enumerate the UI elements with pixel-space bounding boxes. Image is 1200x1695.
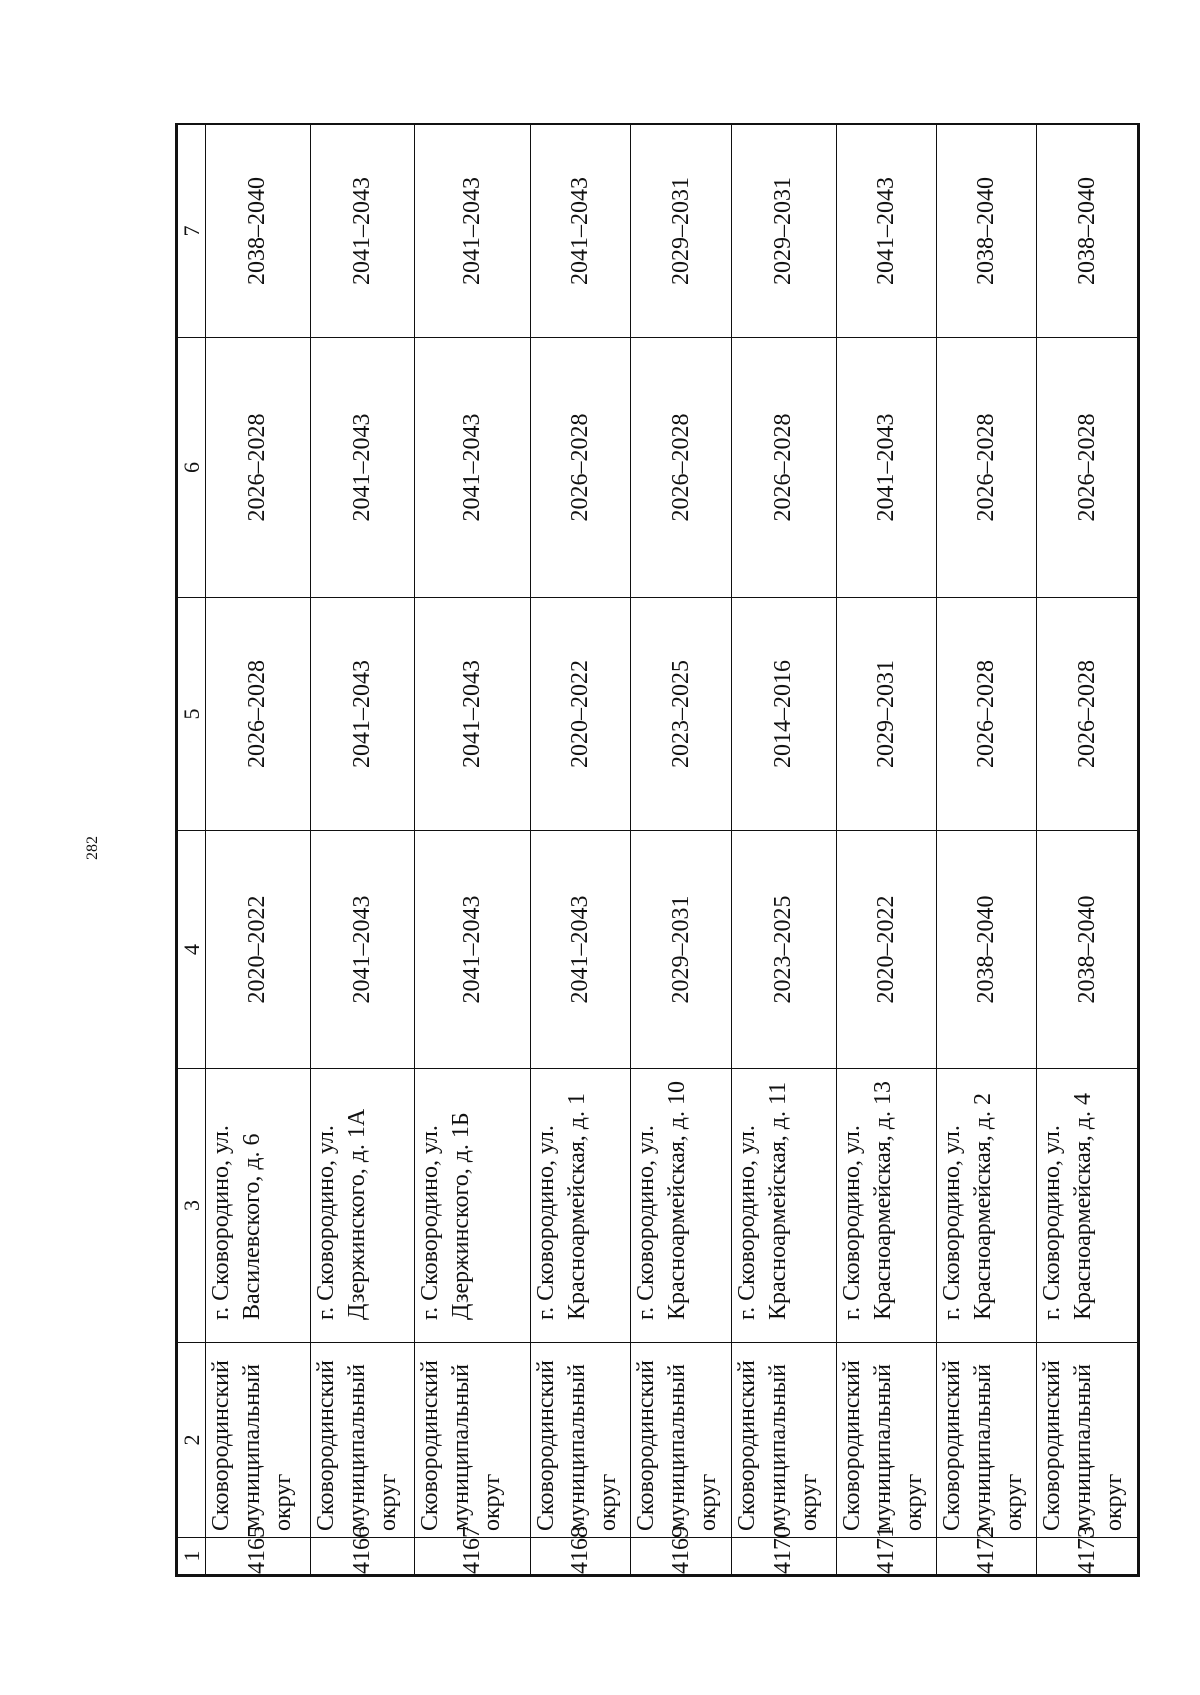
period-4-cell: 2038–2040: [936, 831, 1036, 1069]
period-5-cell: 2020–2022: [530, 598, 630, 831]
period-4-cell: 2023–2025: [731, 831, 836, 1069]
period-7-cell: 2038–2040: [936, 125, 1036, 338]
period-4-cell: 2020–2022: [206, 831, 311, 1069]
table-row: [415, 125, 530, 1575]
district-cell: Сковородинский муниципальный округ: [206, 1343, 311, 1538]
table-row: [530, 125, 630, 1575]
period-6-cell: 2026–2028: [1037, 338, 1138, 598]
row-number-cell: 4169: [631, 1538, 731, 1575]
page-number: 282: [84, 836, 101, 860]
period-5-cell: 2041–2043: [310, 598, 415, 831]
row-number-cell: 4170: [731, 1538, 836, 1575]
table-row: [731, 125, 836, 1575]
period-6-cell: 2026–2028: [936, 338, 1036, 598]
table-row: [310, 125, 415, 1575]
period-6-cell: 2026–2028: [530, 338, 630, 598]
district-cell: Сковородинский муниципальный округ: [530, 1343, 630, 1538]
header-cell-4: 4: [178, 831, 206, 1069]
address-cell: г. Сковородино, ул. Дзержинского, д. 1Б: [415, 1069, 530, 1343]
period-7-cell: 2038–2040: [1037, 125, 1138, 338]
address-cell: г. Сковородино, ул. Василевского, д. 6: [206, 1069, 311, 1343]
schedule-table: [177, 124, 1138, 1575]
address-cell: г. Сковородино, ул. Красноармейская, д. 1: [530, 1069, 630, 1343]
period-7-cell: 2041–2043: [310, 125, 415, 338]
table-row: [1037, 125, 1138, 1575]
period-5-cell: 2026–2028: [1037, 598, 1138, 831]
district-cell: Сковородинский муниципальный округ: [631, 1343, 731, 1538]
district-cell: Сковородинский муниципальный округ: [936, 1343, 1036, 1538]
period-6-cell: 2041–2043: [415, 338, 530, 598]
header-cell-3: 3: [178, 1069, 206, 1343]
row-number-cell: 4168: [530, 1538, 630, 1575]
period-5-cell: 2026–2028: [936, 598, 1036, 831]
address-cell: г. Сковородино, ул. Красноармейская, д. 10: [631, 1069, 731, 1343]
district-cell: Сковородинский муниципальный округ: [731, 1343, 836, 1538]
period-6-cell: 2026–2028: [631, 338, 731, 598]
header-row: [178, 125, 206, 1575]
district-cell: Сковородинский муниципальный округ: [1037, 1343, 1138, 1538]
header-cell-6: 6: [178, 338, 206, 598]
header-cell-5: 5: [178, 598, 206, 831]
period-7-cell: 2029–2031: [731, 125, 836, 338]
period-6-cell: 2041–2043: [836, 338, 936, 598]
period-5-cell: 2041–2043: [415, 598, 530, 831]
period-4-cell: 2041–2043: [530, 831, 630, 1069]
table-row: [206, 125, 311, 1575]
period-4-cell: 2041–2043: [310, 831, 415, 1069]
period-6-cell: 2026–2028: [731, 338, 836, 598]
address-cell: г. Сковородино, ул. Дзержинского, д. 1А: [310, 1069, 415, 1343]
row-number-cell: 4173: [1037, 1538, 1138, 1575]
period-6-cell: 2026–2028: [206, 338, 311, 598]
header-cell-1: 1: [178, 1538, 206, 1575]
period-5-cell: 2026–2028: [206, 598, 311, 831]
row-number-cell: 4166: [310, 1538, 415, 1575]
row-number-cell: 4171: [836, 1538, 936, 1575]
address-cell: г. Сковородино, ул. Красноармейская, д. 13: [836, 1069, 936, 1343]
address-cell: г. Сковородино, ул. Красноармейская, д. 2: [936, 1069, 1036, 1343]
period-7-cell: 2041–2043: [836, 125, 936, 338]
table-row: [631, 125, 731, 1575]
period-5-cell: 2014–2016: [731, 598, 836, 831]
row-number-cell: 4172: [936, 1538, 1036, 1575]
period-7-cell: 2041–2043: [530, 125, 630, 338]
table-row: [936, 125, 1036, 1575]
period-4-cell: 2029–2031: [631, 831, 731, 1069]
period-7-cell: 2041–2043: [415, 125, 530, 338]
document-table-frame: [175, 123, 1140, 1577]
rotated-table-wrapper: [177, 125, 1138, 1575]
address-cell: г. Сковородино, ул. Красноармейская, д. 4: [1037, 1069, 1138, 1343]
address-cell: г. Сковородино, ул. Красноармейская, д. 11: [731, 1069, 836, 1343]
period-6-cell: 2041–2043: [310, 338, 415, 598]
period-4-cell: 2020–2022: [836, 831, 936, 1069]
district-cell: Сковородинский муниципальный округ: [836, 1343, 936, 1538]
row-number-cell: 4165: [206, 1538, 311, 1575]
period-7-cell: 2038–2040: [206, 125, 311, 338]
period-5-cell: 2023–2025: [631, 598, 731, 831]
period-5-cell: 2029–2031: [836, 598, 936, 831]
table-body: [206, 125, 1138, 1575]
header-cell-2: 2: [178, 1343, 206, 1538]
district-cell: Сковородинский муниципальный округ: [310, 1343, 415, 1538]
period-4-cell: 2041–2043: [415, 831, 530, 1069]
header-cell-7: 7: [178, 125, 206, 338]
period-4-cell: 2038–2040: [1037, 831, 1138, 1069]
period-7-cell: 2029–2031: [631, 125, 731, 338]
table-row: [836, 125, 936, 1575]
district-cell: Сковородинский муниципальный округ: [415, 1343, 530, 1538]
row-number-cell: 4167: [415, 1538, 530, 1575]
